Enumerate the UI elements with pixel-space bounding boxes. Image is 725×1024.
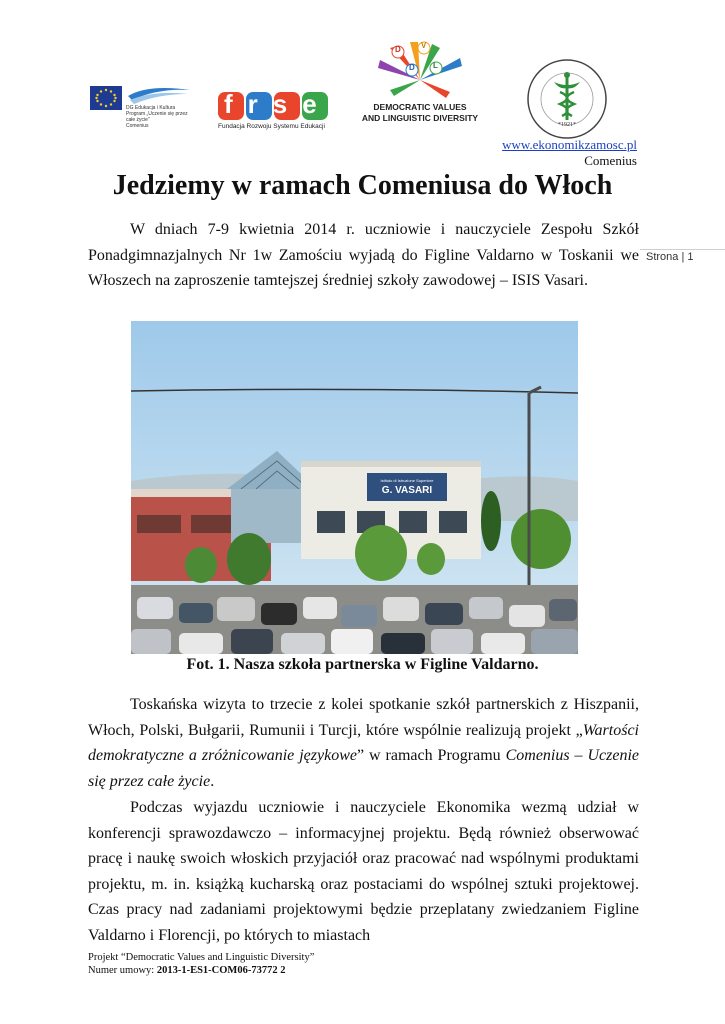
eu-logo-line: Comenius [126,123,149,129]
dvld-letter: D [409,63,415,72]
photo-caption: Fot. 1. Nasza szkoła partnerska w Figline Valdarno. [186,656,539,673]
dvld-caption-line: AND LINGUISTIC DIVERSITY [361,113,479,123]
school-sign-name: G. VASARI [381,485,433,496]
footer-project: Projekt “Democratic Values and Linguistic Diversity” [88,952,315,963]
header-subtitle: Comenius [584,153,637,168]
paragraph-text: W dniach 7-9 kwietnia 2014 r. uczniowie i nauczyciele Zespołu Szkół Ponadgimnazjalnych Nr 1w Zamościu wyjadą do Figline Valdarno w Toskanii we Włoszech na zaproszenie tamtejszej średniej szkoły zawodowej – ISIS Vasari. [88,221,639,289]
paragraph-visit [88,692,639,794]
dvld-letter: D [395,45,401,54]
eu-logo-line: DG Edukacja i Kultura [126,105,176,111]
page-number: Strona | 1 [646,251,694,263]
text-run: Toskańska wizyta to trzecie z kolei spotkanie szkół partnerskich z Hiszpanii, Włoch, Polski, Bułgarii, Rumunii i Turcji, które wspólnie realizują projekt „ [88,696,639,739]
eu-comenius-logo [88,84,192,129]
paragraph-intro [88,217,639,294]
dvld-letter: L [433,61,438,70]
school-sign-line: Istituto di Istruzione Superiore [380,478,434,483]
page-number-rule [640,249,725,250]
paragraph-text: Podczas wyjazdu uczniowie i nauczyciele Ekonomika wezmą udział w konferencji sprawozdawczo – informacyjnej projektu. Będą również obserwować pracę i naukę swoich włoskich przyjaciół oraz pracować nad wspólnymi produktami projektu, m. in. książką kucharską oraz postaciami do wspólnej sztuki projektowej. Czas pracy nad zadaniami projektowymi będzie przeplatany zwiedzaniem Figline Valdarno i Florencji, po których to miastach [88,799,639,944]
footer-contract-number: 2013-1-ES1-COM06-73772 2 [156,965,286,976]
footer-contract [88,964,314,977]
dvld-letter: V [421,41,427,50]
text-run: . [210,772,215,790]
text-run: ” w ramach Programu [356,747,506,764]
project-title-italic: Wartości demokratyczne a zróżnicowanie językowe [88,721,639,764]
frse-logo-text: frse [224,89,332,119]
school-building-image [131,321,578,654]
page-footer [88,951,314,977]
school-photo [131,321,578,654]
school-seal-logo [526,58,608,140]
paragraph-trip [88,795,639,948]
eu-logo-line: Program „Uczenie się przez całe życie” [126,111,188,123]
paragraph-text [88,692,639,794]
program-name-italic: Comenius – Uczenie się przez całe życie [88,747,640,790]
frse-logo [218,89,334,134]
page-title: Jedziemy w ramach Comeniusa do Włoch [112,170,613,201]
seal-year: *1921* [558,122,576,128]
dvld-project-logo [350,40,490,130]
footer-contract-label: Numer umowy: [88,965,157,976]
frse-caption: Fundacja Rozwoju Systemu Edukacji [218,123,325,130]
website-link[interactable]: www.ekonomikzamosc.pl [502,137,637,152]
dvld-caption-line: DEMOCRATIC VALUES [373,102,467,112]
